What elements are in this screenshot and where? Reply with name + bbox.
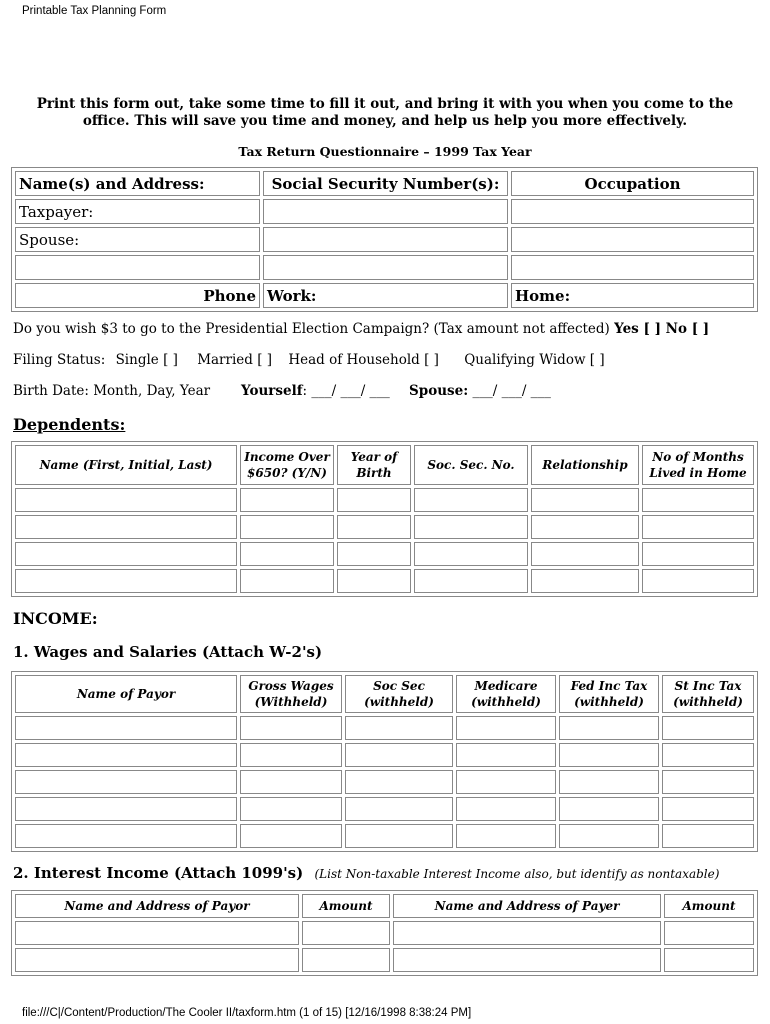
dep-col-year: Year of Birth (337, 445, 411, 485)
wages-table (11, 671, 758, 852)
blank-cell[interactable] (414, 515, 528, 539)
blank-cell[interactable] (662, 743, 754, 767)
blank-cell[interactable] (393, 948, 661, 972)
blank-cell[interactable] (456, 743, 556, 767)
yourself-label: Yourself (241, 383, 303, 399)
blank-cell[interactable] (15, 569, 237, 593)
blank-cell[interactable] (345, 743, 453, 767)
blank-cell[interactable] (15, 770, 237, 794)
blank-cell[interactable] (456, 770, 556, 794)
int-col-amount: Amount (302, 894, 390, 918)
blank-cell[interactable] (240, 824, 342, 848)
wages-col-gross: Gross Wages (Withheld) (240, 675, 342, 713)
dependents-title: Dependents: (13, 415, 126, 434)
blank-cell[interactable] (559, 743, 659, 767)
questionnaire-title: Tax Return Questionnaire – 1999 Tax Year (238, 144, 532, 159)
page-footer: file:///C|/Content/Production/The Cooler II/taxform.htm (1 of 15) [12/16/1998 8:38:24 PM] (22, 1007, 472, 1019)
blank-cell[interactable] (337, 515, 411, 539)
wages-col-sttax: St Inc Tax (withheld) (662, 675, 754, 713)
blank-cell[interactable] (559, 824, 659, 848)
blank-cell[interactable] (240, 542, 334, 566)
interest-table (11, 890, 758, 976)
blank-cell[interactable] (664, 921, 754, 945)
table-row (15, 824, 754, 848)
birth-date-line (13, 383, 613, 399)
dep-col-income: Income Over $650? (Y/N) (240, 445, 334, 485)
blank-cell[interactable] (414, 542, 528, 566)
table-row (15, 569, 754, 593)
blank-cell[interactable] (345, 716, 453, 740)
blank-cell[interactable] (559, 716, 659, 740)
table-row (15, 770, 754, 794)
blank-cell[interactable] (240, 743, 342, 767)
interest-title: 2. Interest Income (Attach 1099's) (13, 864, 304, 882)
taxpayer-occupation-cell[interactable] (511, 199, 754, 224)
blank-cell[interactable] (240, 515, 334, 539)
blank-cell[interactable] (345, 797, 453, 821)
blank-cell[interactable] (240, 770, 342, 794)
blank-cell[interactable] (240, 569, 334, 593)
phone-label: Phone (15, 283, 260, 308)
blank-cell[interactable] (337, 569, 411, 593)
blank-cell[interactable] (662, 716, 754, 740)
blank-cell[interactable] (559, 770, 659, 794)
wages-title: 1. Wages and Salaries (Attach W-2's) (13, 643, 323, 661)
blank-cell[interactable] (15, 797, 237, 821)
blank-cell[interactable] (337, 542, 411, 566)
spouse-label: Spouse: (15, 227, 260, 252)
blank-cell[interactable] (345, 770, 453, 794)
blank-cell[interactable] (662, 824, 754, 848)
birth-date-label: Birth Date: Month, Day, Year (13, 383, 211, 399)
dependents-table (11, 441, 758, 597)
page-header: Printable Tax Planning Form (22, 5, 167, 17)
dep-col-relationship: Relationship (531, 445, 639, 485)
yourself-date-blank: : ___/ ___/ ___ (302, 383, 390, 399)
table-row (15, 488, 754, 512)
table-row (15, 515, 754, 539)
filing-married: Married [ ] (197, 352, 273, 368)
election-answers: Yes [ ] No [ ] (614, 321, 710, 337)
interest-note: (List Non-taxable Interest Income also, but identify as nontaxable) (314, 867, 720, 881)
int-col-payer: Name and Address of Payer (393, 894, 661, 918)
blank-cell[interactable] (642, 542, 754, 566)
blank-cell[interactable] (15, 716, 237, 740)
wages-col-fedtax: Fed Inc Tax (withheld) (559, 675, 659, 713)
blank-cell[interactable] (642, 515, 754, 539)
blank-cell[interactable] (456, 797, 556, 821)
dep-col-name: Name (First, Initial, Last) (15, 445, 237, 485)
blank-cell[interactable] (240, 716, 342, 740)
blank-cell[interactable] (15, 542, 237, 566)
election-question: Do you wish $3 to go to the Presidential Election Campaign? (Tax amount not affected) (13, 321, 615, 337)
blank-cell[interactable] (15, 488, 237, 512)
table-row (15, 921, 754, 945)
wages-col-socsec: Soc Sec (withheld) (345, 675, 453, 713)
blank-cell[interactable] (456, 824, 556, 848)
interest-title-line (13, 864, 719, 882)
blank-cell[interactable] (642, 569, 754, 593)
blank-cell[interactable] (15, 948, 299, 972)
spouse-date-blank: ___/ ___/ ___ (468, 383, 551, 399)
spouse-birth-label: Spouse: (409, 383, 469, 399)
blank-cell[interactable] (456, 716, 556, 740)
income-title: INCOME: (13, 609, 98, 628)
int-col-payor: Name and Address of Payor (15, 894, 299, 918)
blank-cell[interactable] (531, 569, 639, 593)
blank-cell[interactable] (393, 921, 661, 945)
spouse-ssn-cell[interactable] (263, 227, 508, 252)
int-col-amount-2: Amount (664, 894, 754, 918)
blank-cell[interactable] (662, 797, 754, 821)
blank-cell[interactable] (263, 255, 508, 280)
blank-cell[interactable] (511, 255, 754, 280)
blank-cell[interactable] (15, 743, 237, 767)
blank-cell[interactable] (531, 542, 639, 566)
blank-cell[interactable] (531, 515, 639, 539)
blank-cell[interactable] (15, 515, 237, 539)
filing-status-label: Filing Status: (13, 352, 106, 368)
filing-widow: Qualifying Widow [ ] (464, 352, 605, 368)
filing-single: Single [ ] (115, 352, 178, 368)
blank-cell[interactable] (664, 948, 754, 972)
blank-cell[interactable] (240, 488, 334, 512)
names-address-table (11, 167, 758, 312)
dep-col-months: No of Months Lived in Home (642, 445, 754, 485)
blank-cell[interactable] (337, 488, 411, 512)
blank-cell[interactable] (15, 921, 299, 945)
dep-col-ssn: Soc. Sec. No. (414, 445, 528, 485)
intro-text: Print this form out, take some time to fill it out, and bring it with you when you come to the office. This will save you time and money, and help us help you more effectively. (36, 96, 734, 129)
table-row (15, 716, 754, 740)
blank-cell[interactable] (345, 824, 453, 848)
blank-cell[interactable] (240, 797, 342, 821)
spouse-occupation-cell[interactable] (511, 227, 754, 252)
wages-col-payor: Name of Payor (15, 675, 237, 713)
home-phone-label: Home: (511, 283, 754, 308)
address-cell[interactable] (15, 255, 260, 280)
blank-cell[interactable] (642, 488, 754, 512)
occupation-header: Occupation (511, 171, 754, 196)
blank-cell[interactable] (414, 488, 528, 512)
blank-cell[interactable] (414, 569, 528, 593)
table-row (15, 743, 754, 767)
table-row (15, 797, 754, 821)
filing-status-line (13, 352, 605, 368)
names-header: Name(s) and Address: (15, 171, 260, 196)
blank-cell[interactable] (15, 824, 237, 848)
ssn-header: Social Security Number(s): (263, 171, 508, 196)
blank-cell[interactable] (531, 488, 639, 512)
taxpayer-label: Taxpayer: (15, 199, 260, 224)
wages-col-medicare: Medicare (withheld) (456, 675, 556, 713)
work-phone-label: Work: (263, 283, 508, 308)
table-row (15, 948, 754, 972)
table-row (15, 542, 754, 566)
blank-cell[interactable] (662, 770, 754, 794)
blank-cell[interactable] (302, 948, 390, 972)
election-line (13, 321, 709, 337)
blank-cell[interactable] (559, 797, 659, 821)
taxpayer-ssn-cell[interactable] (263, 199, 508, 224)
blank-cell[interactable] (302, 921, 390, 945)
filing-hoh: Head of Household [ ] (288, 352, 439, 368)
